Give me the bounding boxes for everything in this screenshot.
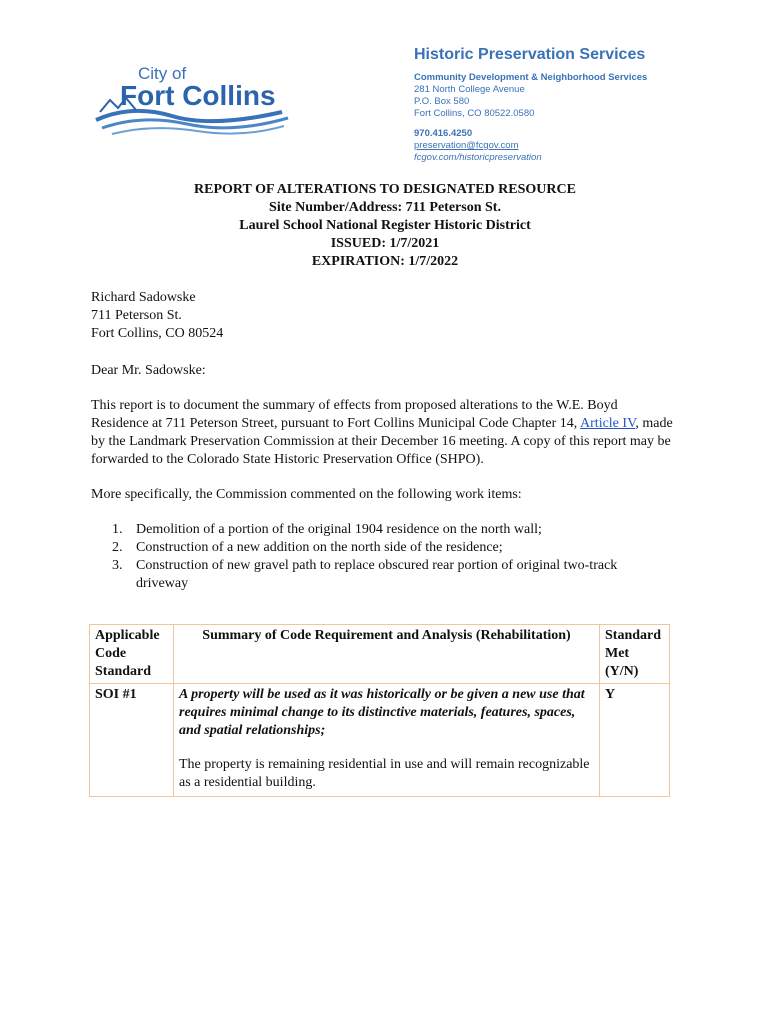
logo-city-of: City of <box>138 64 187 83</box>
list-item <box>112 557 672 593</box>
report-heading <box>0 181 770 271</box>
table-row <box>90 684 670 797</box>
cell-summary <box>174 684 600 797</box>
list-item <box>112 521 672 539</box>
recipient-name: Richard Sadowske <box>91 290 196 305</box>
cell-standard-met: Y <box>600 684 670 797</box>
letterhead-address-1: 281 North College Avenue <box>414 84 525 95</box>
letterhead-website: fcgov.com/historicpreservation <box>414 152 542 163</box>
recipient-address <box>91 289 676 343</box>
report-title: REPORT OF ALTERATIONS TO DESIGNATED RESOURCE <box>194 182 576 197</box>
list-item-text: Construction of new gravel path to replace obscured rear portion of original two-track driveway <box>136 558 618 591</box>
city-of-fort-collins-logo <box>92 60 292 136</box>
letterhead-address-3: Fort Collins, CO 80522.0580 <box>414 108 535 119</box>
salutation: Dear Mr. Sadowske: <box>91 363 206 378</box>
list-item-text: Demolition of a portion of the original 1904 residence on the north wall; <box>136 522 542 537</box>
list-item-number: 2. <box>112 540 123 555</box>
table-header-row <box>90 625 670 684</box>
intro-text-before-link: This report is to document the summary of effects from proposed alterations to the W.E. Boyd Residence at 711 Peterson Street, pursuant to Fort Collins Municipal Code Chapter 14, <box>91 398 618 431</box>
requirement-text: A property will be used as it was historically or be given a new use that requires minimal change to its distinctive materials, features, spaces, and spatial relationships; <box>179 687 585 738</box>
work-items-list <box>112 521 672 593</box>
letterhead-phone: 970.416.4250 <box>414 128 473 139</box>
intro-text-after-link: , made by the Landmark Preservation Commission at their December 16 meeting. A copy of this report may be forwarded to the Colorado State Historic Preservation Office (SHPO). <box>91 416 673 467</box>
site-address: Site Number/Address: 711 Peterson St. <box>269 200 501 215</box>
analysis-text: The property is remaining residential in use and will remain recognizable as a residential building. <box>179 757 590 790</box>
expiration-date: EXPIRATION: 1/7/2022 <box>311 254 459 269</box>
issued-date: ISSUED: 1/7/2021 <box>330 236 440 251</box>
recipient-street: 711 Peterson St. <box>91 308 182 323</box>
historic-district: Laurel School National Register Historic District <box>239 218 531 233</box>
letterhead <box>414 46 754 164</box>
header-summary: Summary of Code Requirement and Analysis (Rehabilitation) <box>174 625 600 684</box>
letterhead-org: Community Development & Neighborhood Services <box>414 72 648 83</box>
list-item <box>112 539 672 557</box>
letterhead-email-link[interactable]: preservation@fcgov.com <box>414 140 519 151</box>
code-standards-table <box>89 624 670 797</box>
intro-paragraph <box>91 397 676 469</box>
letterhead-address-2: P.O. Box 580 <box>414 96 470 107</box>
article-iv-link[interactable]: Article IV <box>580 416 636 431</box>
logo-name: Fort Collins <box>120 80 276 111</box>
list-item-text: Construction of a new addition on the north side of the residence; <box>136 540 503 555</box>
list-item-number: 1. <box>112 522 123 537</box>
recipient-city: Fort Collins, CO 80524 <box>91 326 224 341</box>
header-applicable-code-standard: Applicable Code Standard <box>90 625 174 684</box>
list-item-number: 3. <box>112 558 123 573</box>
work-items-intro: More specifically, the Commission commented on the following work items: <box>91 487 522 502</box>
cell-standard: SOI #1 <box>90 684 174 797</box>
letterhead-title: Historic Preservation Services <box>414 46 646 63</box>
header-standard-met: Standard Met (Y/N) <box>600 625 670 684</box>
